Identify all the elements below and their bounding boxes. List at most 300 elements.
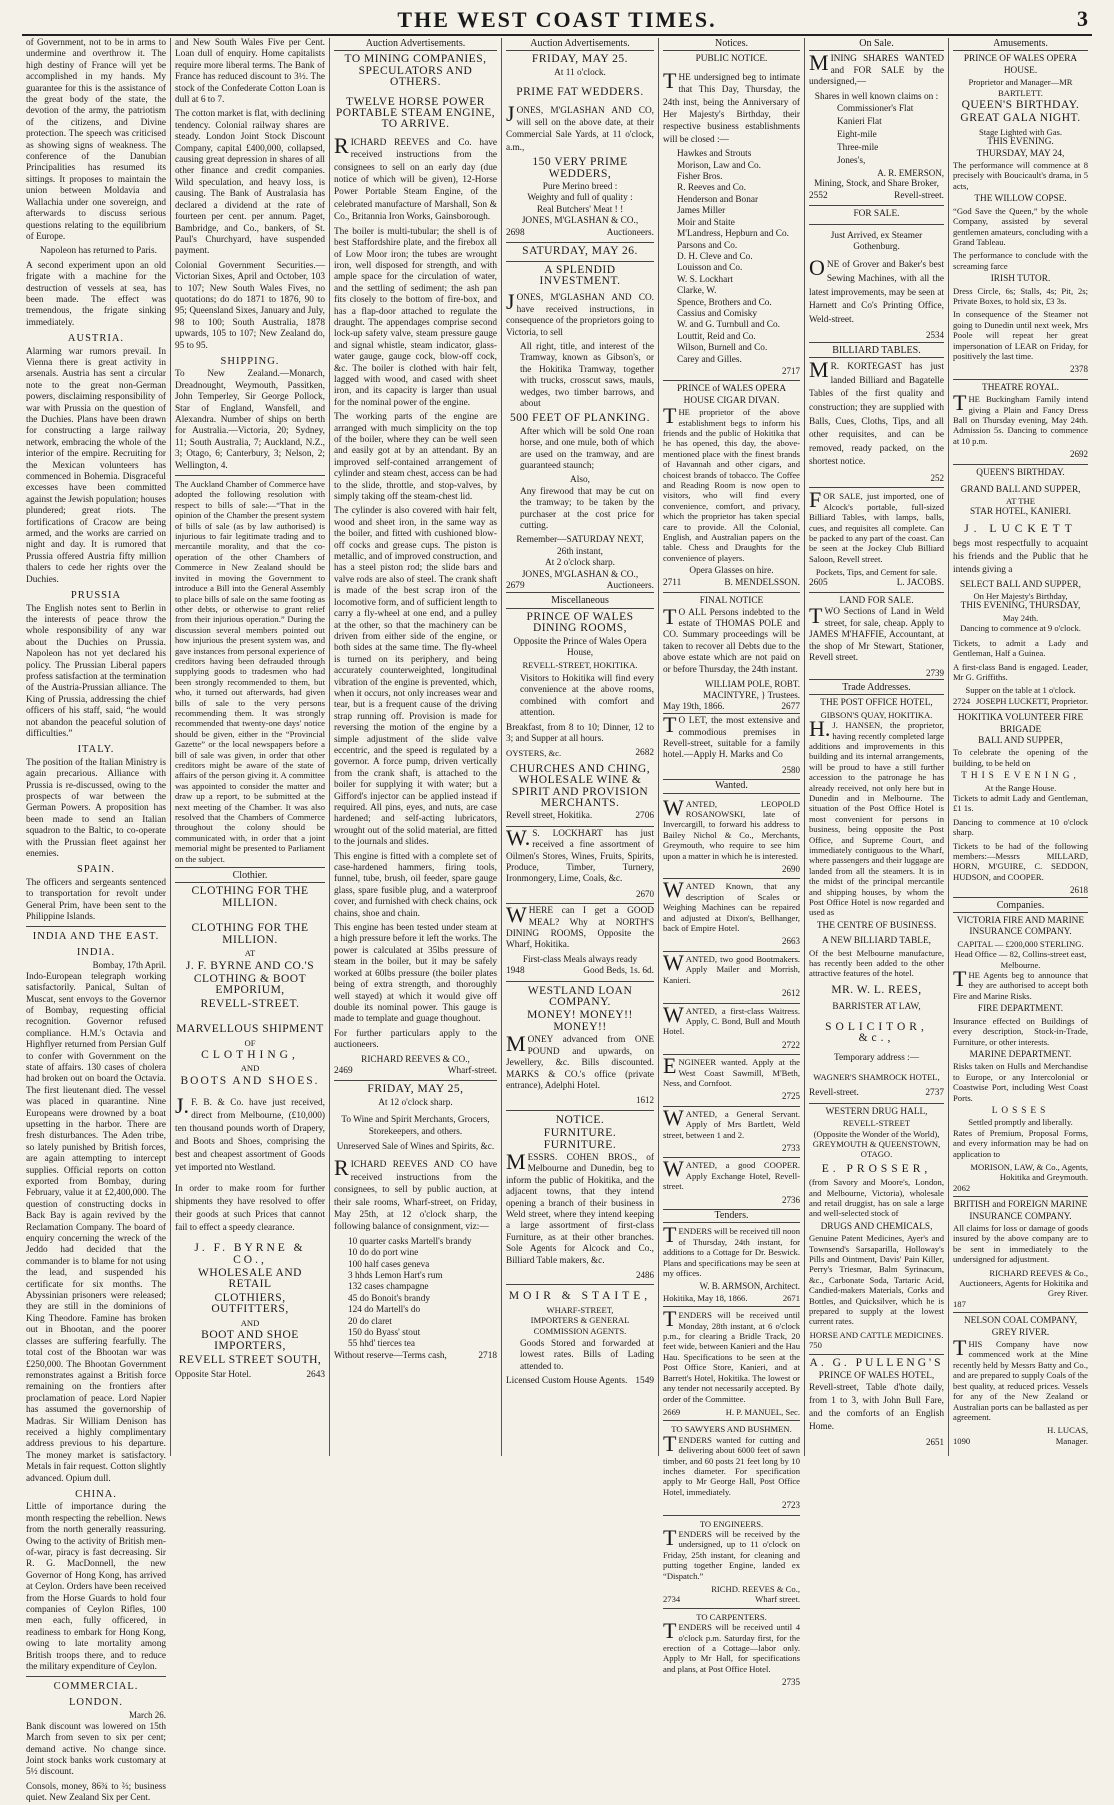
wanted-ad: [663, 1158, 800, 1210]
ad-number: 2062: [953, 1182, 971, 1193]
divider: [663, 1515, 800, 1516]
ad-footer: [953, 696, 1088, 706]
ad-signature: W. B. ARMSON, Architect.: [699, 1281, 800, 1292]
section-heading: SPAIN.: [76, 864, 115, 876]
ad-text: GIBSON'S QUAY, HOKITIKA.: [820, 709, 933, 720]
ad-footer: [506, 228, 654, 239]
section-heading: CHINA.: [75, 1488, 117, 1500]
ad-text: Without reserve—Terms cash,: [334, 1350, 447, 1361]
wine-list-item: 10 quarter casks Martell's brandy: [348, 1236, 472, 1247]
ad-text: REVELL-STREET: [842, 1118, 911, 1129]
article-paragraph: and New South Wales Five per Cent. Loan dull of enquiry. Home capitalists require more liberal terms. The Bank of France has reduced discount to 3½. The stock of the Confederate Cotton Loan is dull at 6 to 7.: [175, 38, 325, 106]
ad-text: WANTED, a General Servant. Apply of Mrs Bartlett, Weld street, between 1 and 2.: [663, 1104, 800, 1140]
ad-text: Wharf street.: [755, 1594, 800, 1605]
ad-signature: H. P. MANUEL, Sec.: [725, 1406, 800, 1417]
ad-text: JONES, M'GLASHAN AND CO. have received instructions, in consequence of the proprietors going to Victoria, to sell: [506, 289, 654, 338]
ad-text: May 24th.: [1002, 612, 1039, 623]
ad-number: 2486: [636, 1270, 654, 1280]
column-3: [329, 38, 501, 1456]
ad-footer: [506, 1376, 654, 1387]
ad-number: 2737: [925, 1088, 944, 1099]
ad-text: Wharf-street.: [447, 1065, 497, 1076]
ad-text: AT: [244, 948, 256, 959]
article-paragraph: Colonial Government Securities.—Victorian Sixes, April and October, 103 to 107; New South Wales Fives, no quotations; do do 1871 to 1876, 90 to 95; Queensland Sixes, January and July, 98 to 100; South Australia, 1878 upwards, 105 to 107; New Zealand do, 95 to 95.: [175, 260, 325, 351]
merchant-name: Clarke, W.: [677, 286, 717, 297]
wanted-ad: [663, 1104, 800, 1159]
divider: [334, 1080, 497, 1081]
ad-text: Dancing to commence at 10 o'clock sharp.: [953, 816, 1088, 838]
ad-text: A first-class Band is engaged. Leader, Mr G. Griffiths.: [953, 661, 1088, 682]
ad-tolet: [663, 713, 800, 780]
ad-footer: [334, 1351, 497, 1362]
wine-list: [334, 1237, 497, 1351]
ad-number: 2534: [926, 330, 944, 341]
divider: [506, 242, 654, 243]
ad-text: WANTED, two good Bootmakers. Apply Mailer and Morrish, Kanieri.: [663, 949, 800, 985]
claim-name: Eight-mile: [837, 130, 877, 141]
dateline: Bombay, 17th April.: [92, 960, 166, 971]
ad-text: Breakfast, from 8 to 10; Dinner, 12 to 3; and Supper at all hours.: [506, 722, 654, 744]
ad-text: Shares in well known claims on :: [814, 91, 939, 102]
ad-text: TENDERS will be received until Monday, 28th instant, at 6 o'clock p.m., for clearing a Bridle Track, 20 feet wide, between Kanieri and the Hau Hau. Specifications to be seen at the Post Office Store, Kanieri, and at Barrett's Hotel, Hokitika. The lowest or any tender not necessarily accepted. By order of the Committee.: [663, 1306, 800, 1404]
ad-heading: PRIME FAT WEDDERS.: [516, 86, 644, 99]
ad-text: Tickets to admit Lady and Gentleman, £1 1s.: [953, 792, 1088, 814]
wanted-ad: [663, 879, 800, 951]
ad-heading: 500 FEET OF PLANKING.: [510, 412, 650, 425]
ad-text: THE Buckingham Family intend giving a Plain and Fancy Dress Ball on Thursday evening, May 24th. Admission 5s. Dancing to commence at 10 p.m.: [953, 390, 1088, 446]
ad-text: H.J. HANSEN, the proprietor, having recently completed large additions and improvements in this building and its internal arrangements, will be proud to have a still further accession to the patronage he has already received, not only here but in Dunedin and in Melbourne. The situation of the Post Office Hotel is most convenient for persons in business, being opposite the Post Office, and Supreme Court, and immediately contiguous to the Wharf, where passengers and their luggage are landed from all the steamers. It is in the midst of the principal mercantile and shipping houses, by whom the Post Office Hotel is now regarded and used as: [809, 716, 944, 918]
ad-text: 26th instant,: [557, 546, 603, 557]
ad-text: Licensed Custom House Agents.: [506, 1376, 628, 1387]
divider: [953, 379, 1088, 380]
ad-heading: FRIDAY, MAY 25.: [531, 53, 629, 66]
ad-heading: FIRE DEPARTMENT.: [977, 1004, 1064, 1015]
claims-list: [809, 103, 944, 168]
ad-churches: [506, 760, 654, 827]
ad-heading: REVELL STREET SOUTH,: [178, 1353, 322, 1366]
ad-footer: [953, 1436, 1088, 1446]
ad-text: The performance to conclude with the screaming farce: [953, 250, 1088, 271]
ad-heading: SELECT BALL AND SUPPER,: [960, 579, 1081, 590]
ad-text: WANTED, a first-class Waitress. Apply, C. Bond, Bull and Mouth Hotel.: [663, 1001, 800, 1037]
section-heading: INDIA.: [76, 946, 116, 958]
names-list: [663, 149, 800, 366]
ad-text: Good Beds, 1s. 6d.: [583, 966, 654, 977]
ad-number: 2706: [635, 811, 654, 822]
ad-text: W.S. LOCKHART has just received a fine assortment of Oilmen's Stores, Wines, Fruits, Spirits, Produce, Timber, Turnery, Ironmongery, Lime, Coals, &c.: [506, 824, 654, 885]
ad-text: Stage Lighted with Gas.: [978, 126, 1063, 137]
ad-footer: [663, 1407, 800, 1417]
ad-text: Of the best Melbourne manufacture, has recently been added to the other attractive features of the hotel.: [809, 947, 944, 979]
divider: [809, 205, 944, 206]
ad-text: Opposite the Prince of Wales Opera House,: [513, 636, 647, 659]
section-heading: Auction Advertisements.: [506, 38, 654, 51]
merchant-name: Louisson and Co.: [677, 263, 743, 274]
divider: [953, 1196, 1088, 1197]
ad-heading: BOOT AND SHOE IMPORTERS,: [201, 1329, 299, 1353]
ad-text: WANTED Known, that any description of Scales or Weighing Machines can be repaired and adjusted at Dixon's, Bellhanger, back of Empire Hotel.: [663, 877, 800, 934]
ad-text: Just Arrived, ex Steamer Gothenburg.: [830, 230, 923, 253]
ad-heading: THE POST OFFICE HOTEL,: [820, 698, 933, 709]
ad-heading: THEATRE ROYAL.: [982, 382, 1059, 393]
section-heading: Amusements.: [953, 38, 1088, 51]
ad-text: Revell street, Hokitika.: [506, 811, 593, 822]
ad-heading: FRIDAY, MAY 25,: [367, 1083, 464, 1096]
ad-text: OF: [244, 1037, 256, 1048]
ad-number: 2671: [782, 1292, 800, 1303]
ad-signature: RICHARD REEVES & Co., Auctioneers, Agents for Hokitika and Grey River.: [959, 1267, 1088, 1299]
divider: [663, 592, 800, 593]
ad-text: WHERE can I get a GOOD MEAL? Why at NORTH'S DINING ROOMS, Opposite the Wharf, Hokitika.: [506, 902, 654, 951]
article-paragraph: The English notes sent to Berlin in the interests of peace throw the whole responsibility of any war about the Duchies on Prussia. Napoleon has not yet declared his policy. The Prussian Liberal papers profess satisfaction at the termination of the Austria-Prussian alliance. The King of Prussia, addressing the chief officers of his staff, said, “he would not abandon the peaceful solution of difficulties.”: [26, 603, 166, 739]
ad-heading: TWELVE HORSE POWER PORTABLE STEAM ENGINE, TO ARRIVE.: [335, 95, 496, 131]
ad-heading: TO CARPENTERS.: [696, 1611, 767, 1622]
ad-number: 2725: [782, 1091, 800, 1102]
ad-text: Opera Glasses on hire.: [689, 566, 774, 577]
divider: [506, 261, 654, 262]
merchant-name: Louttit, Reid and Co.: [677, 331, 756, 342]
section-heading: SHIPPING.: [220, 355, 280, 367]
ad-heading: GRAND BALL AND SUPPER,: [960, 485, 1081, 496]
ad-text: At 12 o'clock sharp.: [378, 1097, 453, 1108]
ad-footer: [506, 811, 654, 822]
page-number: 3: [1077, 6, 1088, 31]
ad-number: 2724: [953, 695, 971, 706]
ad-heading: TO SAWYERS AND BUSHMEN.: [671, 1424, 792, 1435]
ad-heading: HOKITIKA VOLUNTEER FIRE BRIGADE: [957, 713, 1084, 735]
ad-text: Revell-street, Table d'hote daily, from 1 to 3, with John Bull Fare, and the comforts of an English Home.: [809, 1383, 944, 1433]
ad-text: The cylinder is also covered with hair felt, wood and sheet iron, in the same way as the boiler, and fitted with cushioned blow-off cocks and grease cups. The piston is metallic, and of improved construction, and has a steel piston rod; the slide bars and valve rods are also of steel. The crank shaft is made of the best scrap iron of the locomotive form, and of sufficient length to carry a fly-wheel at one end, and a pulley at the other, so that the machinery can be driven from either side of the engine, or both sides at the same time. The fly-wheel is turned on its periphery, and being accurately counterweighted, longitudinal vibration of the engine is prevented, which, when it occurs, not only increases wear and tear, but is a frequent cause of the driving strap running off. Provision is made for reversing the motion of the engine by a simple adjustment of the slide valve eccentric, and the speed is regulated by a governor. A force pump, driven vertically from the crank shaft, is attached to the boiler for supplying it with water; but a Gifford's injector can be applied instead if required. All pins, eyes, and nuts, are case hardened; and self-acting lubricators, wrought out of the solid material, are fitted to the journals and slides.: [334, 506, 497, 848]
ad-signature: RICHD. REEVES & Co.,: [711, 1584, 800, 1594]
ad-text: begs most respectfully to acquaint his friends and the Public that he intends giving a: [953, 538, 1088, 575]
ad-text: Also,: [570, 475, 590, 486]
divider: [809, 1103, 944, 1104]
ad-text: Remember—SATURDAY NEXT,: [516, 535, 644, 546]
ad-signature: JONES, M'GLASHAN & CO.,: [521, 216, 639, 227]
ad-number: 2734: [663, 1594, 681, 1605]
ad-footer: [663, 702, 800, 713]
article-paragraph: To New Zealand.—Monarch, Dreadnought, Weymouth, Passitken, John Temperley, Sir George Pollock, Star of England, Wansfell, and Alexandra. Number of ships on berth for Australia.—Victoria, 20; Sydney, 11; South Australia, 7; Auckland, N.Z., 3; Otago, 6; Canterbury, 3; Nelson, 2; Wellington, 4.: [175, 369, 325, 471]
section-heading: Tenders.: [663, 1210, 800, 1223]
ad-text: Insurance effected on Buildings of every description, Stock-in-Trade, Furniture, or other interests.: [953, 1015, 1088, 1047]
column-6: [804, 38, 948, 1456]
ad-footer: [506, 748, 654, 759]
ad-lockhart: [506, 824, 654, 904]
ad-heading: FOR SALE.: [853, 209, 900, 220]
ad-text: This engine is fitted with a complete set of case-hardened hammers, firing tools, funnel, tube, brush, oil feeder, spare gauge glass, spare fusible plug, and a waterproof cover, and furnished with check chains, ock chains, shoe and chain.: [334, 851, 497, 919]
ad-heading: BRITISH and FOREIGN MARINE INSURANCE COMPANY.: [953, 1200, 1088, 1222]
ad-footer: [809, 191, 944, 202]
merchant-name: Henderson and Bonar: [677, 194, 759, 205]
ad-text: ENGINEER wanted. Apply at the West Coast Sawmill, M'Beth, Ness, and Cornfoot.: [663, 1053, 800, 1088]
ad-text: CAPITAL — £200,000 STERLING.: [957, 938, 1084, 949]
ad-heading: STAR HOTEL, KANIERI.: [970, 506, 1071, 517]
ad-text: In consequence of the Steamer not going to Dunedin until next week, Mrs Poole will repeat her great impersonation of LEAR on Friday, for positively the last time.: [953, 309, 1088, 361]
ad-text: The performance will commence at 8 precisely with Boucicault's drama, in 5 acts,: [953, 160, 1088, 191]
ad-number: 1549: [635, 1376, 654, 1387]
ad-text: AND: [240, 1317, 260, 1328]
article-paragraph: The cotton market is flat, with declining tendency. Colonial railway shares are steady. London Joint Stock Discount Company, capital £400,000, collapsed, causing great depression in shares of all other finance and credit companies. Wild speculation, and heavy loss, is causing. The Bank of Australasia has declared a dividend at the rate of fourteen per cent. per annum. Paget, Bambridge, and Co., bankers, of St. Paul's Churchyard, have suspended payment.: [175, 109, 325, 257]
ad-heading: LAND FOR SALE.: [839, 596, 914, 607]
divider: [26, 926, 166, 927]
ad-number: 2663: [782, 936, 800, 947]
ad-heading: SOLICITOR, &c.,: [825, 1020, 928, 1045]
ad-text: Proprietor and Manager—MR BARTLETT.: [968, 77, 1073, 98]
ad-text: Dress Circle, 6s; Stalls, 4s; Pit, 2s; Private Boxes, to hold six, £3 3s.: [953, 285, 1088, 306]
merchant-name: R. Reeves and Co.: [677, 183, 746, 194]
ad-signature: JONES, M'GLASHAN & CO.,: [521, 569, 639, 580]
ad-text: Tickets to be had of the following members:—Messrs MILLARD, HORN, M'GUIRE, C. SEDDON, HUDSON, and COOPER.: [953, 840, 1088, 882]
ad-westland: [506, 982, 654, 1111]
merchant-name: Carey and Gilles.: [677, 354, 742, 365]
ad-text: For further particulars apply to the auctioneers.: [334, 1028, 497, 1051]
ad-text: At the Range House.: [984, 782, 1057, 793]
merchant-name: James Miller: [677, 206, 726, 217]
ad-heading: THE CENTRE OF BUSINESS.: [816, 920, 937, 931]
ad-heading: WESTERN DRUG HALL,: [825, 1106, 928, 1117]
ad-text: Tickets, to admit a Lady and Gentleman, Half a Guinea.: [953, 637, 1088, 659]
ad-heading: PRINCE OF WALES HOTEL,: [818, 1371, 935, 1382]
ad-number: 2469: [334, 1065, 353, 1076]
masthead: [22, 8, 1092, 36]
ad-number: 1090: [953, 1435, 971, 1446]
ad-heading: TO MINING COMPANIES, SPECULATORS AND OTHERS.: [344, 53, 487, 89]
divider: [809, 1354, 944, 1355]
ad-heading: CHURCHES AND CHING, WHOLESALE WINE & SPIRIT AND PROVISION MERCHANTS.: [509, 762, 651, 809]
ad-signature: JOSEPH LUCKETT, Proprietor.: [975, 695, 1088, 706]
ad-number: 2612: [782, 988, 800, 999]
divider: [809, 224, 944, 225]
merchant-name: Spence, Brothers and Co.: [677, 297, 772, 308]
ad-heading: VICTORIA FIRE AND MARINE INSURANCE COMPANY.: [956, 916, 1085, 938]
ad-heading: GREAT GALA NIGHT.: [960, 112, 1081, 125]
ad-text: The boiler is multi-tubular; the shell is of best Staffordshire plate, and the firebox all of Low Moor iron; the tubes are wrought iron, well disposed for strength, and with ample space for the circulation of water, and the settling of sediment; the ash pan fits closely to the bottom of fire-box, and has a flap-door attached to regulate the draught. The appendages comprise second lock-up safety valve, steam pressure gauge and signal whistle, steam indicator, glass-water gauge, gauge cock, blow-off cock, &c. The boiler is clothed with hair felt, lagged with wood, and cased with sheet iron, and its capacity is larger than usual for the nominal power of the engine.: [334, 226, 497, 408]
ad-heading: WESTLAND LOAN COMPANY.: [527, 984, 633, 1009]
section-heading: BILLIARD TABLES.: [809, 342, 944, 358]
wine-list-item: 150 do Byass' stout: [348, 1328, 421, 1339]
ad-text: MESSRS. COHEN BROS., of Melbourne and Dunedin, beg to inform the public of Hokitika, and the adjacent towns, that they intend opening a branch of their business in Weld street, where they intend keeping a large assortment of first-class Furniture, as at their other branches. Sole Agents for Alcock and Co., Billiard Table makers, &c.: [506, 1148, 654, 1266]
ad-heading: THURSDAY, MAY 24,: [976, 148, 1065, 159]
merchant-name: Morison, Law and Co.: [677, 160, 761, 171]
ad-heading: QUEEN'S BIRTHDAY.: [961, 99, 1080, 112]
article-paragraph: The Auckland Chamber of Commerce have adopted the following resolution with respect to bills of sale:—“That in the opinion of the Chamber the present system of bills of sale (as by law authorised) is injurious to fair legitimate trading and to mercantile morality, and that the co-operation of the other Chambers of Commerce in New Zealand should be invited in moving the Government to introduce a Bill into the General Assembly to place bills of sale on the same footing as other debts, or otherwise to grant relief from their injurious operation.” During the discussion several members pointed out how injurious the present system was, and gave instances from personal experience of creditors having been defrauded through supplying goods to tradesmen who had been strongly recommended to them, but who, it turned out afterwards, had given bills of sale to the very persons recommending them. It was strongly recommended that twenty-one days' notice should be given, either in the “Provincial Gazette” or the local newspapers before a bill of sale was given, in order that other creditors might be aware of the state of affairs of the person giving it. A committee was appointed to consider the matter and draw up a report, to be submitted at the next meeting of the Chamber. It was also resolved that the Chambers of Commerce throughout the colony should be communicated with, in order that a joint memorial might be presented to Parliament on the subject.: [175, 479, 325, 864]
ad-heading: J. LUCKETT: [964, 523, 1077, 536]
ad-text: Rates of Premium, Proposal Forms, and every information may be had on application to: [953, 1127, 1088, 1159]
ad-text: ONE of Grover and Baker's best Sewing Machines, with all the latest improvements, may be seen at Harnett and Co's Printing Office, Weld-street.: [809, 255, 944, 325]
ad-footer: [663, 1293, 800, 1303]
ad-signature: WILLIAM POLE, ROBT. MACINTYRE, } Trustees.: [703, 678, 800, 701]
ad-text: The working parts of the engine are arranged with much simplicity on the top of the boiler, where they can be well seen and easily got at by an attendant. By an improved self-contained arrangement of cylinder and steam chest, access can be had to the slide, throttle, and stop-valves, by simply taking off the steam-chest lid.: [334, 412, 497, 503]
ad-text: J.F. B. & Co. have just received, direct from Melbourne, (£10,000) ten thousand pounds worth of Drapery, and Boots and Shoes, comprising the best and cheapest assortment of Goods yet imported nto Westland.: [175, 1093, 325, 1174]
ad-heading: THIS EVENING.: [987, 137, 1054, 148]
merchant-name: Cassius and Comisky: [677, 308, 758, 319]
ad-text: Mining, Stock, and Share Broker,: [814, 179, 939, 190]
ad-heading: NELSON COAL COMPANY, GREY RIVER.: [963, 1316, 1078, 1338]
ad-text: OTAGO.: [860, 1149, 893, 1160]
section-heading: AUSTRIA.: [67, 333, 125, 345]
ad-number: 187: [953, 1298, 966, 1309]
ad-heading: CLOTHING & BOOT EMPORIUM,: [193, 972, 307, 997]
ad-text: Manager.: [1055, 1435, 1088, 1446]
ad-footer: [663, 578, 800, 589]
ad-number: 2711: [663, 577, 682, 588]
ad-heading: HORSE AND CATTLE MEDICINES.: [809, 1329, 944, 1340]
ad-heading: BOOTS AND SHOES.: [180, 1074, 320, 1087]
ad-heading: CLOTHING,: [201, 1048, 299, 1061]
wine-list-item: 55 hhd' tierces tea: [348, 1339, 415, 1350]
section-heading: PRUSSIA: [70, 590, 122, 602]
divider: [175, 475, 325, 476]
ad-text: (Opposite the Wonder of the World),: [813, 1128, 940, 1139]
ad-heading: THIS EVENING, THURSDAY,: [960, 601, 1081, 612]
wanted-ad: [663, 1001, 800, 1056]
ad-heading: J. F. BYRNE & CO.,: [194, 1242, 306, 1266]
ad-text: (from Savory and Moore's, London, and Melbourne, Victoria), wholesale and retail druggist, has on sale a large and well-selected stock of: [809, 1177, 944, 1219]
ad-text: At 2 o'clock sharp.: [545, 558, 615, 569]
ad-text: Weighty and full of quality :: [527, 193, 633, 204]
article-paragraph: Little of importance during the month respecting the rebellion. News from the north generally reassuring. Owing to the activity of British men-of-war, piracy is fast decreasing. Sir R. G. MacDonnell, the new Governor of Hong Kong, has arrived at Ceylon. Orders have been received from the Horse Guards to hold four companies of Ceylon Rifles, 100 men each, fully officered, in readiness to embark for Hong Kong, owing to late mortality among British troops there, and to reduce the military expenditure of Ceylon.: [26, 1502, 166, 1673]
ad-text: Head Office — 82, Collins-street east, Melbourne.: [954, 949, 1087, 970]
section-heading: Clothier.: [175, 867, 325, 883]
section-heading: On Sale.: [809, 38, 944, 51]
ad-number: 2736: [782, 1194, 800, 1205]
wine-list-item: 45 do Bonoit's brandy: [348, 1293, 430, 1304]
ad-heading: MONEY! MONEY!! MONEY!!: [527, 1009, 633, 1033]
ad-text: Any firewood that may be cut on the tramway; to be taken by the purchaser at the cost price for cutting.: [520, 486, 654, 532]
section-heading: Miscellaneous: [506, 592, 654, 608]
ad-text: First-class Meals always ready: [522, 954, 638, 965]
merchant-name: Parsons and Co.: [677, 240, 738, 251]
ad-text: THE undersigned beg to intimate that This Day, Thursday, the 24th inst, being the Anniversary of Her Majesty's Birthday, their respective business establishments will be closed :—: [663, 67, 800, 145]
ad-number: 2718: [478, 1350, 497, 1361]
dateline: March 26.: [129, 1710, 166, 1721]
ad-text: WHARF-STREET,: [546, 1304, 614, 1315]
ad-number: 2669: [663, 1406, 681, 1417]
divider: [663, 1306, 800, 1307]
ad-text: JONES, M'GLASHAN AND CO, will sell on the above date, at their Commercial Sale Yards, at 11 o'clock, a.m.,: [506, 100, 654, 153]
ad-text: Revell-street.: [894, 190, 944, 201]
ad-text: Real Butchers' Meat ! !: [536, 204, 624, 215]
columns: [22, 38, 1092, 1804]
ad-heading: 150 VERY PRIME WEDDERS,: [532, 156, 628, 180]
ad-text: THIS Company have now commenced work at the Mine recently held by Messrs Batty and Co., and are prepared to supply Coals of the best quality, at reduced prices. Vessels for any of the New Zealand or Australian ports can be ballasted as per agreement.: [953, 1335, 1088, 1422]
article-paragraph: Indo-European telegraph working satisfactorily. Panical, Sultan of Muscat, sent envoys to the Governor of Bombay, requesting official recognition. Governor refused compliance. H.M.'s Octavia and Highflyer returned from Persian Gulf to confer with Government on the state of affairs. 130 cases of cholera had broken out on board the Octavia. The first lieutenant died. The vessel was placed in quarantine. Nine Europeans were drowned by a boat upsetting in the harbor. There are fresh disturbances. The Aden tribe, so lately punished by British forces, are again attempting to intercept supplies. Official reports on cotton exported from Bombay, during February, value it at £2,400,000. The question of constructing docks in Back Bay is again revived by the Reclamation Company. The board of enquiry concerning the wreck of the Jeddo had decided that the commander is to blame for not using the lead, and suspended his certificate for six months. The Abyssinian prisoners were released; they are still in the dominions of King Theodore. Famine has broken out in Bhootan, and the poorer classes are suffering fearfully. The total cost of the Bhootan war was £250,000. The Bhootan Government remonstrates against a British force remaining on the frontiers after proclamation of peace. Lord Napier has assumed the governorship of Madras. Sir William Denison has received a highly complimentary address previous to his departure. The money market is satisfactory. Metals in fair request. Cotton slightly advanced. Opium dull.: [26, 971, 166, 1484]
merchant-name: Moir and Staite: [677, 217, 735, 228]
ad-text: TO LET, the most extensive and commodious premises in Revell-street, suitable for a family hotel.—Apply H. Marks and Co: [663, 712, 800, 761]
ad-number: 2723: [782, 1500, 800, 1511]
article-paragraph: of Government, not to be in arms to undermine and overthrow it. The high destiny of France will yet be accomplished in my hands. My guarantee for this is the assistance of the great body of the state, the devotion of the army, the patriotism of the citizens, and Divine protection. The speech was criticised as showing signs of weakness. The conference of the Danubian Principalities has resumed its sittings. It proposes to maintain the union between Moldavia and Wallachia under one sovereign, and afterwards to discuss serious questions relating to the equilibrium of Europe.: [26, 38, 166, 242]
ad-heading: FINAL NOTICE: [699, 596, 764, 607]
ad-text: Supper on the table at 1 o'clock.: [965, 685, 1076, 696]
ad-text: To Wine and Spirit Merchants, Grocers, Storekeepers, and others.: [341, 1115, 490, 1137]
ad-text: Risks taken on Hulls and Merchandise to Europe, or any Intercolonial or Coastwise Port, including West Coast Ports.: [953, 1061, 1088, 1103]
section-heading: Notices.: [663, 38, 800, 51]
ad-heading: A SPLENDID INVESTMENT.: [539, 263, 621, 287]
ad-text: MR. KORTEGAST has just landed Billiard and Bagatelle Tables of the first quality and construction; they are supplied with Balls, Cues, Cloths, Tips, and all other requisites, and can be removed, ready packed, on the shortest notice.: [809, 357, 944, 468]
wanted-ad: [663, 794, 800, 880]
ad-number: 2692: [1070, 449, 1088, 460]
article-paragraph: Bank discount was lowered on 15th March from seven to six per cent; demand active. No change since. Joint stock banks work customary at 5½ discount.: [26, 1721, 166, 1778]
divider: [809, 592, 944, 593]
wine-list-item: 3 hhds Lemon Hart's rum: [348, 1271, 443, 1282]
article-paragraph: Napoleon has returned to Paris.: [40, 246, 157, 257]
ad-number: 1612: [636, 1095, 654, 1106]
ad-heading: MR. W. L. REES,: [831, 983, 922, 996]
wine-list-item: 132 cases champagne: [348, 1282, 429, 1293]
ad-heading: MARVELLOUS SHIPMENT: [176, 1023, 324, 1036]
ad-heading: MARINE DEPARTMENT.: [969, 1049, 1072, 1060]
ad-heading: LOSSES: [991, 1105, 1050, 1116]
ad-heading: BARRISTER AT LAW,: [832, 1002, 921, 1013]
ad-footer: [334, 1066, 497, 1077]
column-1: [22, 38, 170, 1804]
merchant-name: D. H. Cleve and Co.: [677, 251, 753, 262]
ad-footer: [663, 1594, 800, 1604]
ad-heading: THIS EVENING,: [961, 771, 1080, 782]
ad-text: AT THE: [1005, 496, 1036, 507]
wanted-ad: [663, 949, 800, 1004]
ad-signature: L. JACOBS.: [896, 577, 944, 588]
ad-number: 2717: [782, 365, 800, 376]
ad-footer: [809, 1088, 944, 1099]
divider: [663, 1420, 800, 1421]
ad-number: 750: [809, 1340, 822, 1351]
ad-number: 2733: [782, 1142, 800, 1153]
ad-heading: PUBLIC NOTICE.: [695, 54, 768, 65]
ad-text: FOR SALE, just imported, one of Alcock's portable, full-sized Billiard Tables, with lamps, balls, cues, and requisites all complete. Can be packed to any part of the coast. Can be seen at the Jockey Club Billiard Saloon, Revell street.: [809, 487, 944, 564]
ad-heading: PRINCE OF WALES DINING ROOMS,: [526, 610, 634, 635]
ad-heading: PRINCE of WALES OPERA HOUSE CIGAR DIVAN.: [676, 384, 787, 406]
article-paragraph: Consols, money, 86¾ to ⅔; business quiet. New Zealand Six per Cent.: [26, 1781, 166, 1804]
ad-text: TENDERS will be received until 4 o'clock p.m. Saturday first, for the erection of a Cottage—labor only. Apply to Mr Hall, for specifications and plans, at Post Office Hotel.: [663, 1618, 800, 1674]
ad-number: 2698: [506, 227, 525, 238]
ad-text: WANTED, LEOPOLD ROSANOWSKI, late of Invercargill, to forward his address to Bailey Nichol & Co., Merchants, Greymouth, who require to see him upon a matter in which he is interested.: [663, 794, 800, 861]
ad-number: 2735: [782, 1677, 800, 1688]
section-heading: LONDON.: [69, 1696, 123, 1708]
ad-number: 2722: [782, 1039, 800, 1050]
ad-number: 252: [930, 473, 944, 483]
ad-text: All claims for loss or damage of goods insured by the above company are to be sent in immediately to the undersigned for adjustment.: [953, 1223, 1088, 1265]
ad-text: Genuine Patent Medicines, Ayer's and Townsend's Sarsaparilla, Holloway's Pills and Ointment, Davis' Pain Killer, Perry's Triesmar, Balm Syrinacum, &c., Carbonate Soda, Tartaric Acid, Candied-makers Materials, Corks and Bottles, and Quicksilver, which he is prepared to supply at the lowest current rates.: [809, 1233, 944, 1327]
ad-cohen: [506, 1111, 654, 1286]
ad-text: Pure Merino breed :: [542, 182, 618, 193]
ad-number: 2682: [635, 748, 654, 759]
ad-heading: PRINCE OF WALES OPERA HOUSE.: [963, 54, 1078, 76]
ad-text: Settled promptly and liberally.: [968, 1117, 1073, 1128]
article-paragraph: Alarming war rumors prevail. In Vienna there is great activity in arsenals. Austria has sent a circular note to the great non-German powers, disclaiming responsibility of war with Prussia on the question of the Duchies. Plans have been drawn for constructing a large railway network, embracing the whole of the interior of the empire. Recruiting for the Mexican volunteers has commenced in Bohemia. Disgraceful excesses have been committed against the Jewish population; houses plundered; great riots. The fortifications of Cracow are being armed, and the works are carried on night and day. It is rumored that Prussia offered Austria fifty million thalers to cede her rights over the Duchies.: [26, 346, 166, 585]
ad-heading: QUEEN'S BIRTHDAY.: [976, 467, 1065, 478]
section-heading: Companies.: [953, 897, 1088, 913]
ad-text: RICHARD REEVES AND CO have received instructions from the consignees, to sell by public auction, at their sale rooms, Wharf-street, on Friday, May 25th, at 12 o'clock sharp, the following balance of consignment, viz:—: [334, 1155, 497, 1233]
claim-name: Kanieri Flat: [837, 117, 882, 128]
ad-heading: SATURDAY, MAY 26.: [522, 245, 638, 258]
ad-text: Opposite Star Hotel.: [175, 1370, 252, 1381]
ad-footer: [175, 1370, 325, 1381]
divider: [809, 487, 944, 488]
merchant-name: Hawkes and Strouts: [677, 149, 752, 160]
ad-text: IMPORTERS & GENERAL COMMISSION AGENTS.: [530, 1315, 630, 1336]
ad-text: Pockets, Tips, and Cement for sale.: [815, 567, 938, 578]
ad-text: In order to make room for further shipments they have resolved to offer their goods at such Prices that cannot fail to effect a speedy clearance.: [175, 1184, 325, 1234]
wine-list-item: 100 half cases geneva: [348, 1259, 430, 1270]
ad-text: RICHARD REEVES and Co. have received instructions from the consignees to sell on an early day (due notice of which will be given), 12-Horse Power Portable Steam Engine, of the celebrated manufacture of Marshall, Son & Co., Britannia Iron Works, Gainsborough.: [334, 132, 497, 223]
ad-text: Hokitika, May 18, 1866.: [663, 1292, 748, 1303]
ad-number: 2378: [1070, 364, 1088, 375]
wanted-ad: [663, 1055, 800, 1107]
ad-number: 2670: [636, 888, 654, 899]
ad-heading: A. G. PULLENG'S: [809, 1356, 944, 1369]
ad-footer: [506, 581, 654, 592]
